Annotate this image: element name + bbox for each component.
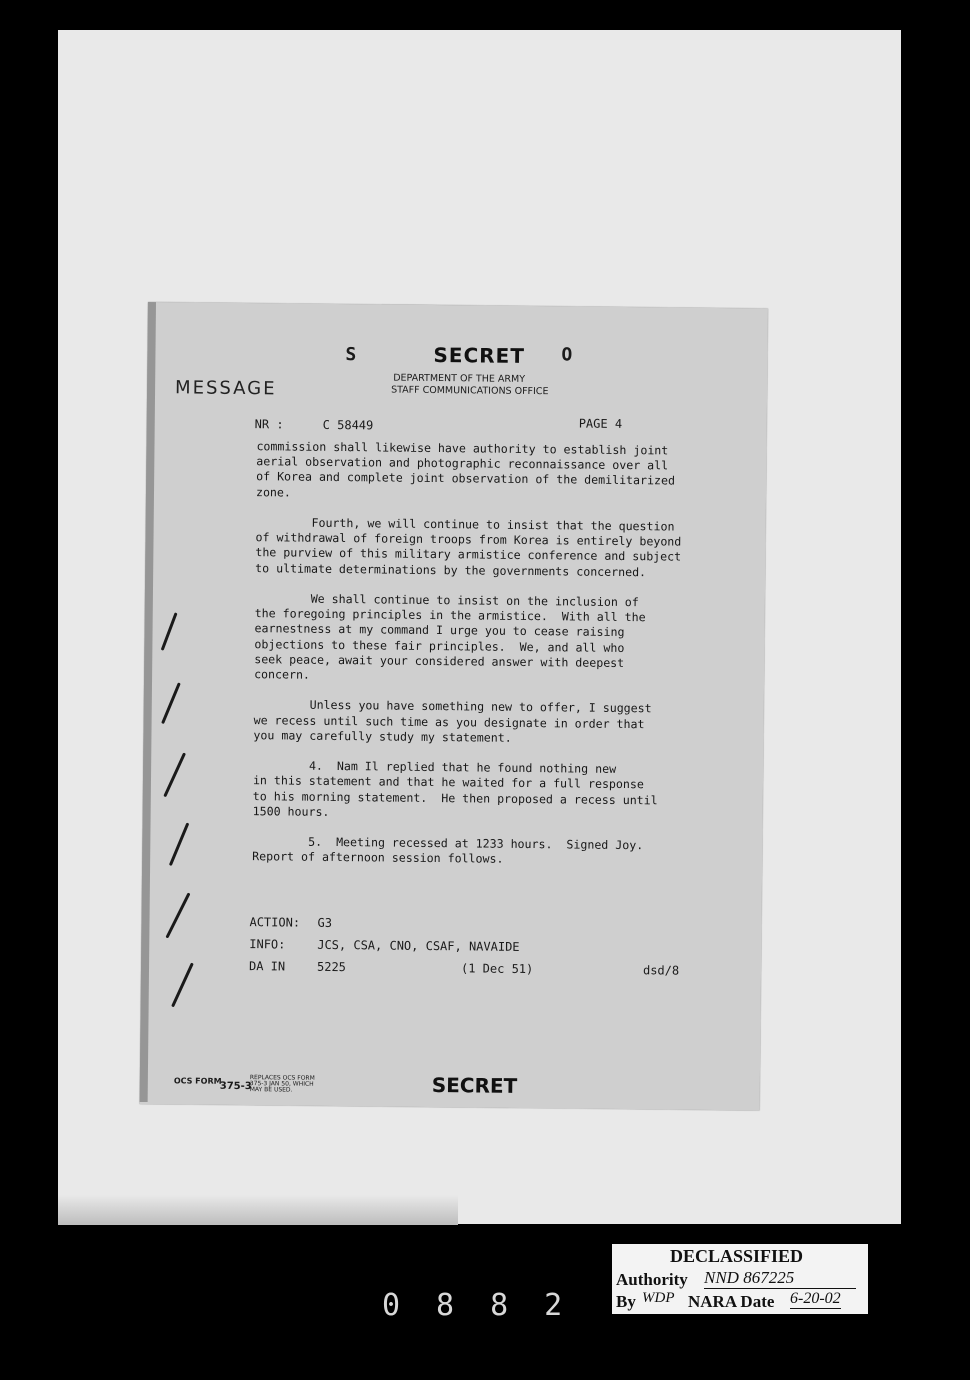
action-value: G3: [317, 915, 333, 930]
da-in-value: 5225: [316, 959, 347, 975]
page-number: PAGE 4: [578, 416, 623, 431]
stamp-nara-date-label: NARA Date: [688, 1292, 775, 1311]
department-name: DEPARTMENT OF THE ARMY: [393, 372, 526, 385]
info-value: JCS, CSA, CNO, CSAF, NAVAIDE: [317, 937, 520, 954]
da-in-label: DA IN: [248, 959, 286, 974]
margin-streak: [165, 892, 190, 938]
margin-streak: [161, 682, 181, 724]
stamp-by-value: WDP: [642, 1290, 675, 1306]
form-id: OCS FORM: [173, 1076, 222, 1086]
message-date: (1 Dec 51): [460, 961, 534, 977]
form-title: MESSAGE: [174, 377, 277, 400]
frame-number: 0882: [382, 1288, 599, 1323]
form-number: 375-3: [219, 1080, 252, 1093]
declassification-stamp: [612, 1244, 868, 1314]
action-label: ACTION:: [249, 915, 301, 930]
info-label: INFO:: [249, 937, 286, 952]
message-body: commission shall likewise have authority to establish joint aerial observation and photographic reconnaissance over all of Korea and complete joint observation of the demilitarized zone. Fourth, we will continue to insist that the question of withdrawal of foreign troops from Korea is entirely beyond the purview of this military armistice conference and subject to ultimate determinations by the governments concerned. We shall continue to insist on the inclusion of the foregoing principles in the armistice. With all the earnestness at my command I urge you to cease raising objections to these fair principles. We, and all who seek peace, await your considered answer with deepest concern. Unless you have something new to offer, I suggest we recess until such time as you designate in order that you may carefully study my statement. 4. Nam Il replied that he found nothing new in this statement and that he waited for a full response to his morning statement. He then proposed a recess until 1500 hours. 5. Meeting recessed at 1233 hours. Signed Joy. Report of afternoon session follows.: [252, 439, 682, 867]
form-note: REPLACES OCS FORM 375-3 JAN 50, WHICH MAY BE USED.: [249, 1074, 315, 1094]
stamp-authority-label: Authority: [616, 1270, 688, 1289]
classification-bottom: SECRET: [431, 1073, 518, 1098]
punch-hole-left: S: [345, 344, 357, 366]
operator-initials: dsd/8: [642, 963, 680, 978]
margin-streak: [161, 612, 178, 650]
margin-streak: [169, 822, 189, 866]
stamp-authority-value: NND 867225: [704, 1268, 856, 1289]
mount-bottom-edge: [58, 1195, 458, 1225]
nr-label: NR :: [254, 417, 284, 432]
office-name: STAFF COMMUNICATIONS OFFICE: [391, 384, 549, 398]
margin-streak: [171, 962, 194, 1007]
stamp-nara-date-value: 6-20-02: [790, 1290, 841, 1307]
margin-streak: [163, 752, 186, 797]
classification-top: SECRET: [433, 342, 526, 368]
message-sheet: [140, 302, 768, 1110]
punch-hole-right: O: [561, 344, 573, 366]
stamp-by-label: By: [616, 1292, 636, 1311]
stamp-title: DECLASSIFIED: [670, 1246, 804, 1266]
nr-value: C 58449: [322, 417, 374, 433]
